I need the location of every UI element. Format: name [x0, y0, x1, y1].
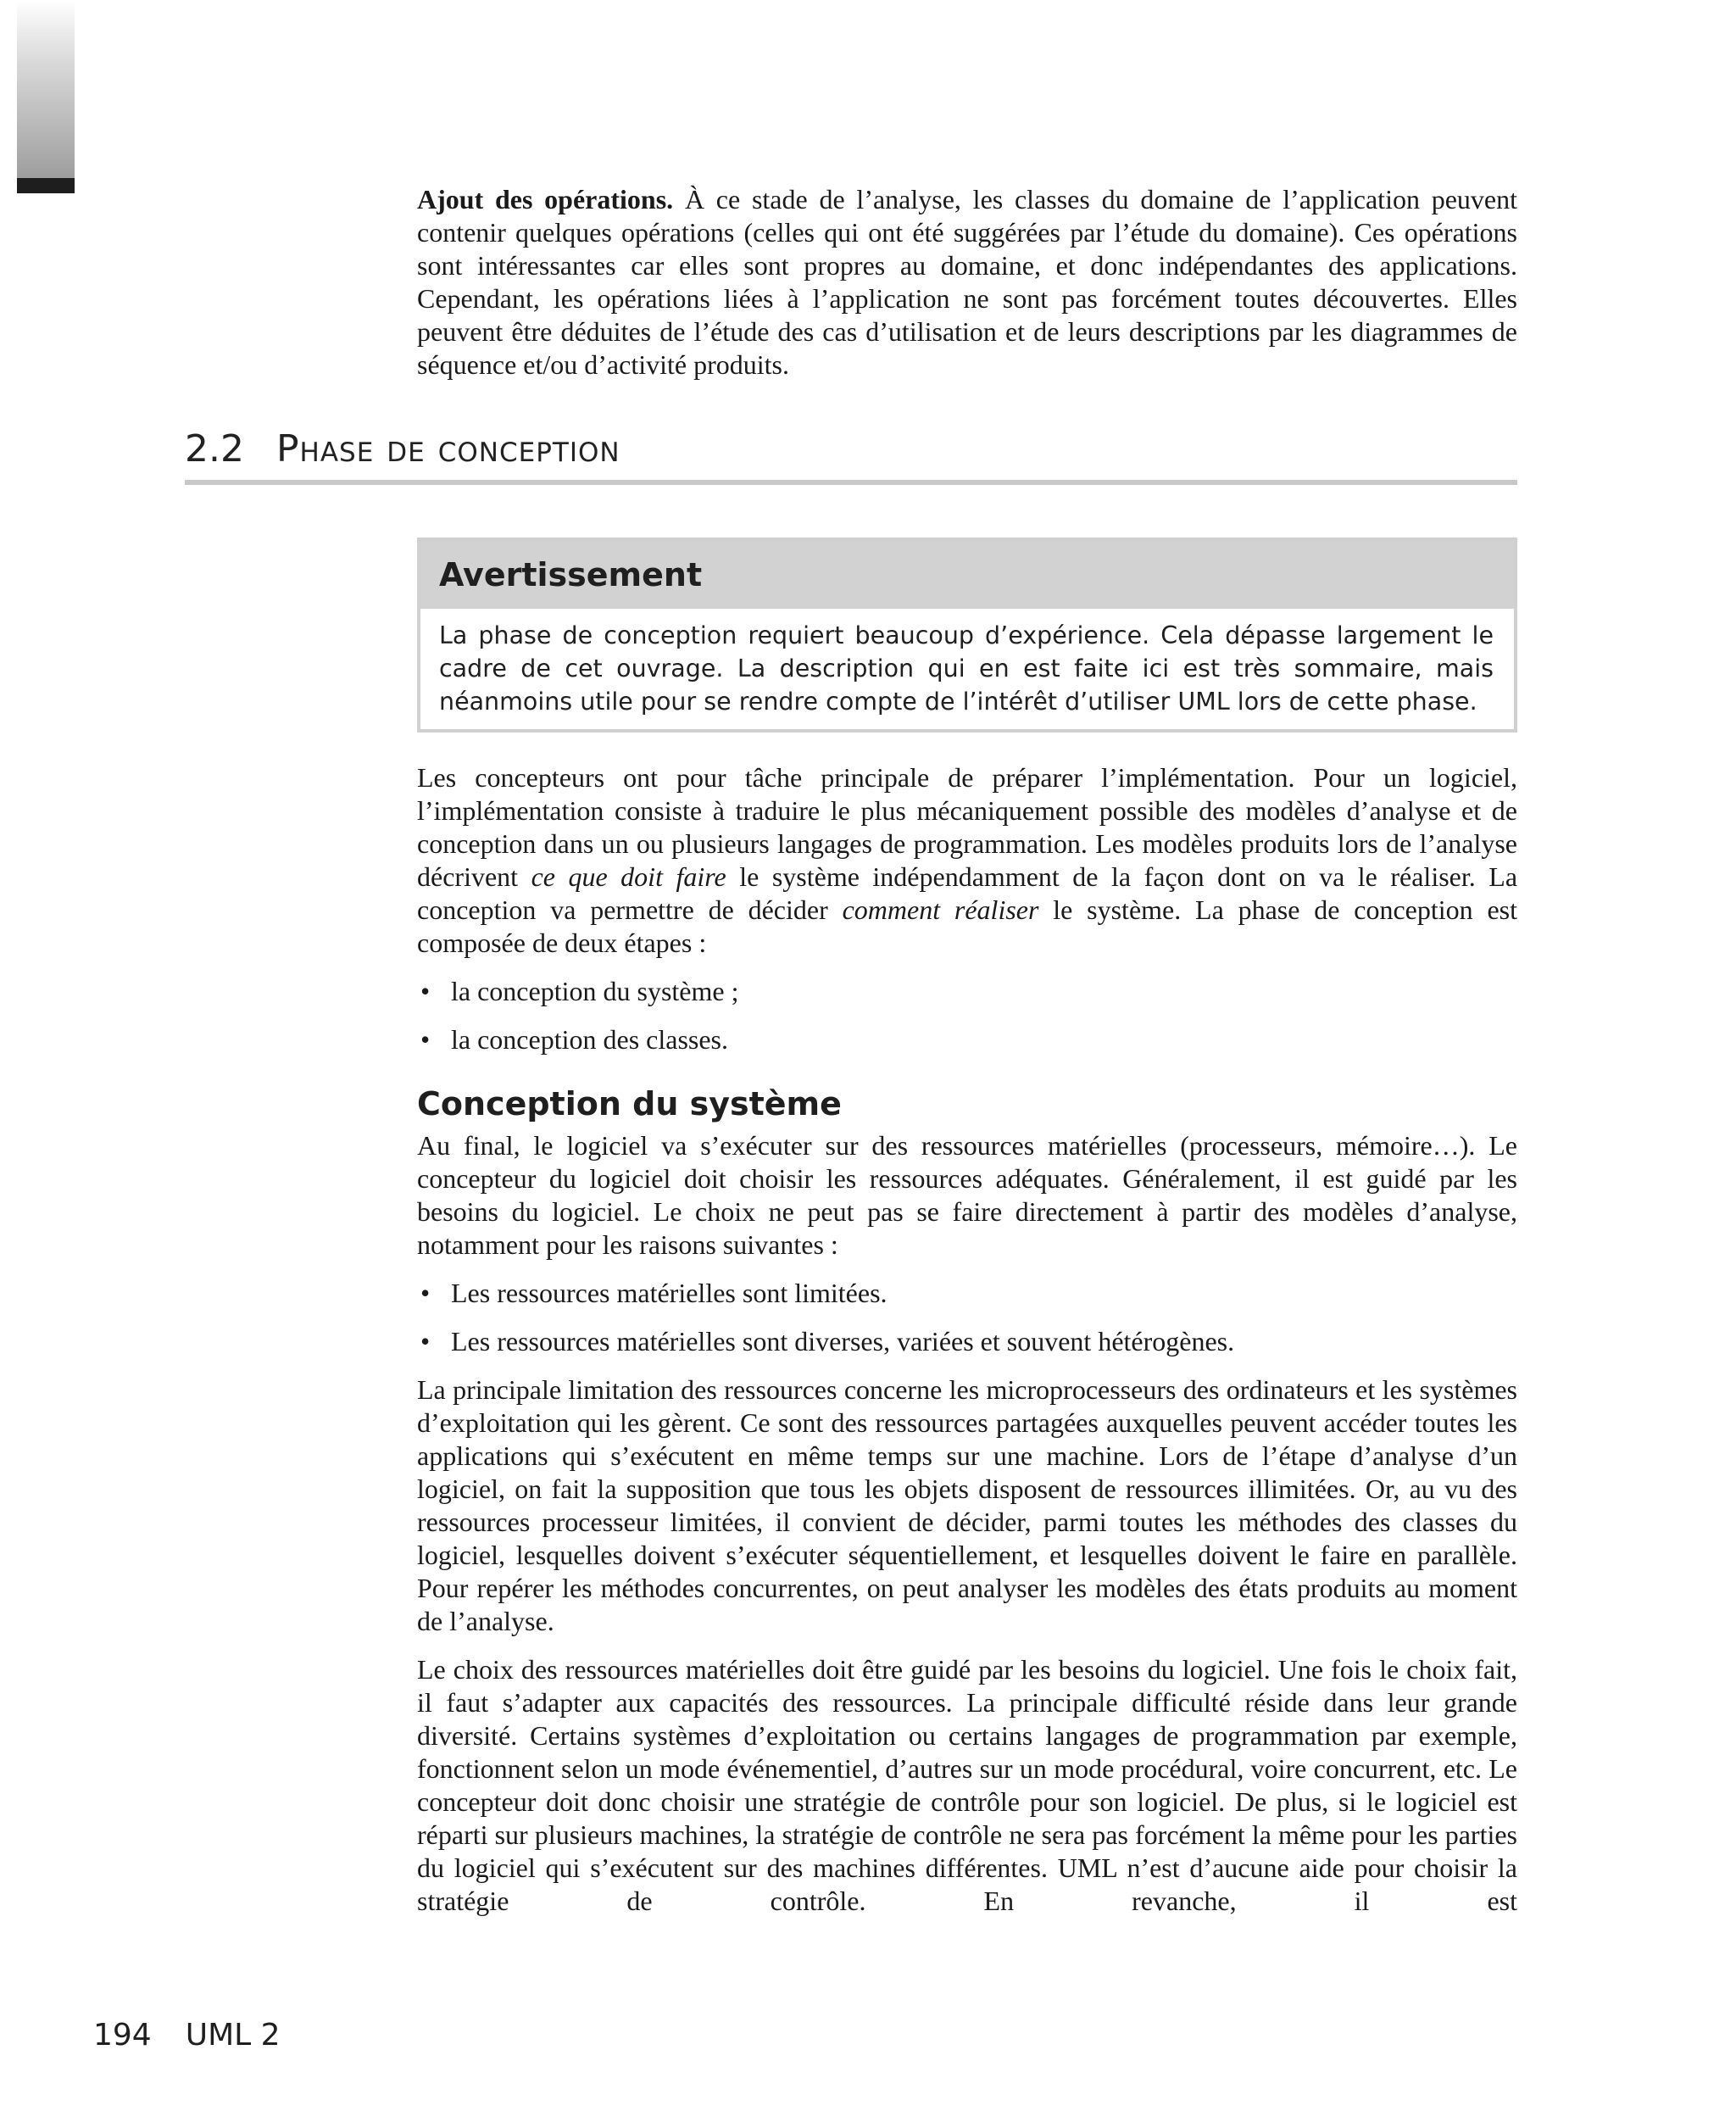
list-item-text: la conception des classes. [451, 1024, 728, 1055]
para1-part2: le système indépendamment de la façon dont on va le réaliser. La conception va permettre de décider [417, 861, 1518, 925]
callout-title: Avertissement [420, 541, 1514, 609]
bullet-icon: • [420, 1278, 431, 1308]
book-title: UML 2 [185, 2018, 281, 2053]
bullet-list-steps [417, 975, 1517, 1056]
para1-part3: le système. La phase de conception est composée de deux étapes : [417, 894, 1518, 958]
bullet-list-reasons [417, 1277, 1517, 1358]
bullet-icon: • [420, 1024, 431, 1055]
thumb-index-bar [17, 178, 75, 193]
intro-text: À ce stade de l’analyse, les classes du domaine de l’application peuvent contenir quelques opérations (celles qui ont été suggérées par l’étude du domaine). Ces opérations sont intéressantes car elles sont propres au domaine, et donc indépendantes des applications. Cependant, les opérations liées à l’application ne sont pas forcément toutes découvertes. Elles peuvent être déduites de l’étude des cas d’utilisation et de leurs descriptions par les diagrammes de séquence et/ou d’activité produits. [417, 184, 1518, 380]
subsection-title: Conception du système [417, 1085, 842, 1122]
list-item-text: la conception du système ; [451, 976, 739, 1006]
section-heading [185, 424, 1517, 485]
intro-lead: Ajout des opérations. [417, 184, 674, 214]
page-footer [93, 2018, 281, 2053]
paragraph-choix: Le choix des ressources matérielles doit être guidé par les besoins du logiciel. Une fois le choix fait, il faut s’adapter aux capacités des ressources. La principale difficulté réside dans leur grande diversité. Certains systèmes d’exploitation ou certains langages de programmation par exemple, fonctionnent selon un mode événementiel, d’autres sur un mode procédural, voire concurrent, etc. Le concepteur doit donc choisir une stratégie de contrôle pour son logiciel. De plus, si le logiciel est réparti sur plusieurs machines, la stratégie de contrôle ne sera pas forcément la même pour les parties du logiciel qui s’exécutent sur des machines différentes. UML n’est d’aucune aide pour choisir la stratégie de contrôle. En revanche, il est [417, 1654, 1517, 1916]
list-item-text: Les ressources matérielles sont diverses, variées et souvent hétérogènes. [451, 1326, 1235, 1356]
para1-part1: Les concepteurs ont pour tâche principale de préparer l’implémentation. Pour un logiciel, l’implémentation consiste à traduire le plus mécaniquement possible des modèles d’analyse et de conception dans un ou plusieurs langages de programmation. Les modèles produits lors de l’analyse décrivent [417, 762, 1517, 892]
paragraph-limitation: La principale limitation des ressources concerne les microprocesseurs des ordinateurs et les systèmes d’exploitation qui les gèrent. Ce sont des ressources partagées auxquelles peuvent accéder toutes les applications qui s’exécutent en même temps sur une machine. Lors de l’étape d’analyse d’un logiciel, on fait la supposition que tous les objets disposent de ressources illimitées. Or, au vu des ressources processeur limitées, il convient de décider, parmi toutes les méthodes des classes du logiciel, lesquelles doivent s’exécuter séquentiellement, et lesquelles doivent le faire en parallèle. Pour repérer les méthodes concurrentes, on peut analyser les modèles des états produits au moment de l’analyse. [417, 1374, 1517, 1636]
list-item [417, 1325, 1517, 1358]
bullet-icon: • [420, 976, 431, 1006]
paragraph-concepteurs [417, 761, 1517, 960]
main-flow [417, 761, 1517, 1918]
list-item [417, 1023, 1517, 1056]
para1-emphasis-2: comment réaliser [842, 894, 1039, 925]
section-number: 2.2 [185, 427, 244, 471]
para1-emphasis-1: ce que doit faire [531, 861, 726, 892]
list-item [417, 1277, 1517, 1310]
paragraph-ressources: Au final, le logiciel va s’exécuter sur des ressources matérielles (processeurs, mémoire…). Le concepteur du logiciel doit choisir les ressources adéquates. Généralement, il est guidé par les besoins du logiciel. Le choix ne peut pas se faire directement à partir des modèles d’analyse, notamment pour les raisons suivantes : [417, 1130, 1517, 1260]
callout-body: La phase de conception requiert beaucoup d’expérience. Cela dépasse largement le cadre de cet ouvrage. La description qui en est faite ici est très sommaire, mais néanmoins utile pour se rendre compte de l’intérêt d’utiliser UML lors de cette phase. [439, 621, 1494, 716]
section-title: Phase de conception [276, 427, 620, 471]
page-number: 194 [93, 2018, 152, 2053]
thumb-index-tab [17, 0, 75, 178]
list-item-text: Les ressources matérielles sont limitées. [451, 1278, 887, 1308]
warning-callout [417, 538, 1517, 733]
list-item [417, 975, 1517, 1008]
bullet-icon: • [420, 1326, 431, 1356]
intro-paragraph [417, 183, 1517, 382]
